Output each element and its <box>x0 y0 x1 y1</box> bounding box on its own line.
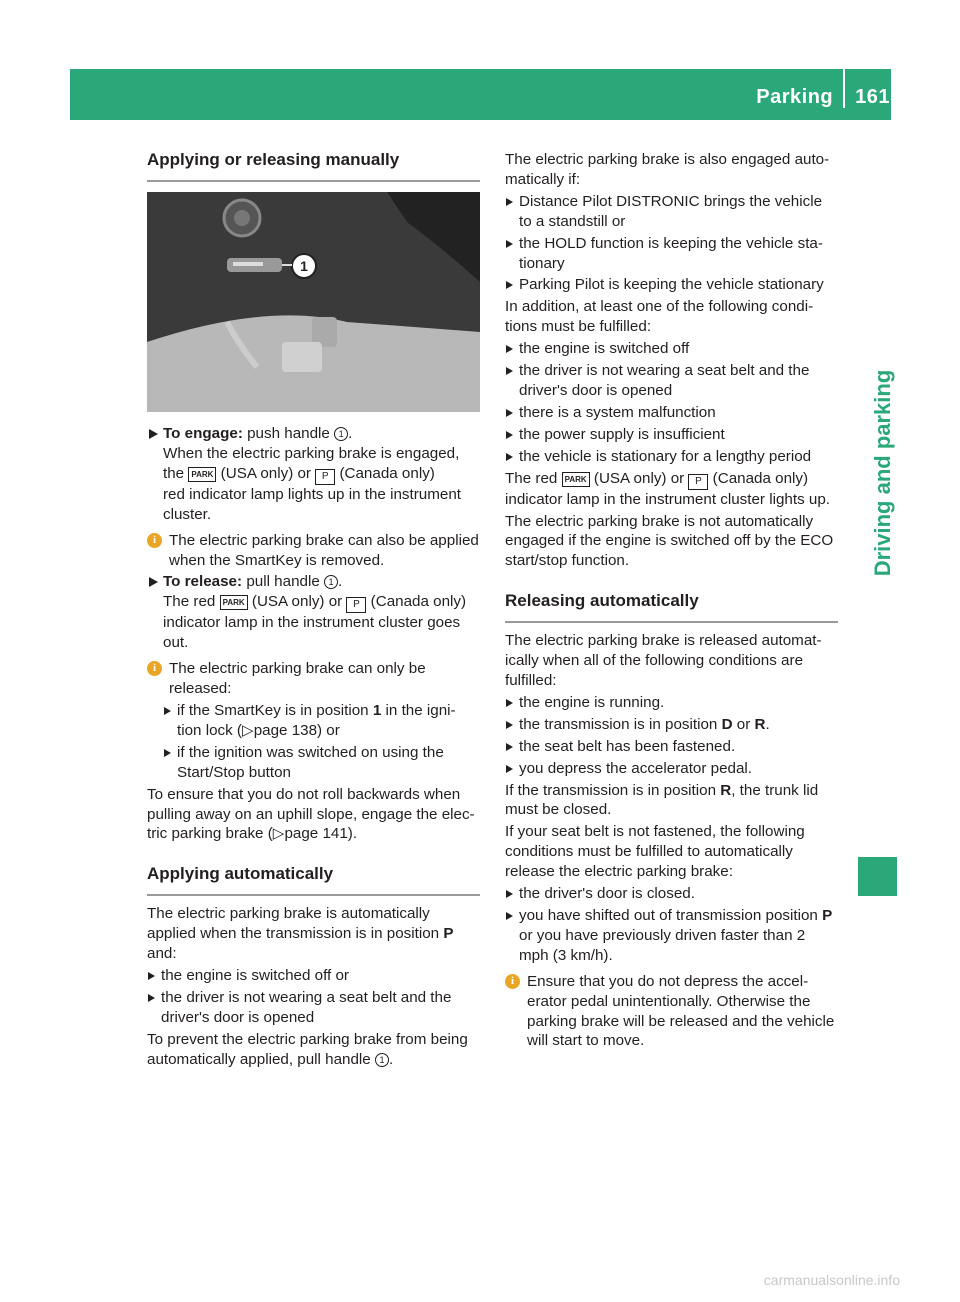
header-divider <box>843 58 845 108</box>
list-item: there is a system malfunction <box>505 403 838 423</box>
side-tab <box>858 250 898 740</box>
list-item: Parking Pilot is keeping the vehicle stationary <box>505 275 838 295</box>
prevent-paragraph: To prevent the electric parking brake from being automatically applied, pull handle 1 . <box>147 1030 468 1068</box>
info-note-release: i The electric parking brake can only be released: <box>147 659 480 699</box>
right-column <box>505 150 838 1053</box>
watermark: carmanualsonline.info <box>763 1272 900 1288</box>
step-engage: To engage: push handle 1 . When the electric parking brake is engaged, the PARK (USA only) or P (Canada only) red indicator lamp lights up in the instrument cluster. <box>147 424 480 525</box>
release-conditions-list <box>505 693 838 779</box>
list-item: the engine is switched off or <box>147 966 480 986</box>
list-item: the power supply is insufficient <box>505 425 838 445</box>
auto-also-list <box>505 192 838 296</box>
list-item: the driver is not wearing a seat belt and the driver's door is opened <box>505 361 838 401</box>
park-indicator-icon: PARK <box>220 595 248 610</box>
list-item: if the SmartKey is in position 1 in the igni-tion lock (▷page 138) or <box>163 701 480 741</box>
list-item: the vehicle is stationary for a lengthy period <box>505 447 838 467</box>
addition-list <box>505 339 838 466</box>
list-item: if the ignition was switched on using the Start/Stop button <box>163 743 480 783</box>
callout-number: 1 <box>300 258 308 274</box>
addition-paragraph: In addition, at least one of the following condi-tions must be fulfilled: <box>505 298 814 336</box>
header <box>756 86 890 109</box>
list-item: the engine is switched off <box>505 339 838 359</box>
auto-conditions-list <box>147 966 480 1028</box>
list-item: you have shifted out of transmission position P or you have previously driven faster than 2 mph (3 km/h). <box>505 906 838 966</box>
heading-applying-releasing-manually: Applying or releasing manually <box>147 150 480 182</box>
p-indicator-icon: P <box>315 469 335 485</box>
release-conditions-list <box>147 701 480 783</box>
list-item: the transmission is in position D or R. <box>505 715 838 735</box>
heading-applying-automatically: Applying automatically <box>147 864 480 896</box>
auto-intro: The electric parking brake is automatically applied when the transmission is in position P and: <box>147 905 454 963</box>
left-column <box>147 150 480 1072</box>
not-auto-paragraph: The electric parking brake is not automatically engaged if the engine is switched off by the ECO start/stop function. <box>505 512 834 570</box>
handle-callout-icon: 1 <box>375 1053 389 1067</box>
page-ref-link[interactable]: page 141). <box>284 825 358 843</box>
heading-releasing-automatically: Releasing automatically <box>505 591 838 623</box>
auto-also-paragraph: The electric parking brake is also engaged auto-matically if: <box>505 151 830 188</box>
image-code: P42.20-2683-31 <box>458 344 467 402</box>
handle-callout-icon: 1 <box>334 427 348 441</box>
info-icon: i <box>147 661 162 676</box>
handle-callout-icon: 1 <box>324 575 338 589</box>
page-number: 161 <box>855 86 890 108</box>
page-ref-link[interactable]: page 138) or <box>253 721 340 739</box>
step-release: To release: pull handle 1 . The red PARK (USA only) or P (Canada only) indicator lamp in the instrument cluster goes out. <box>147 572 480 653</box>
parking-brake-illustration <box>147 192 480 412</box>
p-indicator-icon: P <box>688 474 708 490</box>
seatbelt-conditions-list <box>505 884 838 966</box>
list-item: the driver's door is closed. <box>505 884 838 904</box>
p-indicator-icon: P <box>346 597 366 613</box>
release-intro: The electric parking brake is released automat-ically when all of the following conditions are fulfilled: <box>505 632 822 690</box>
section-title: Parking <box>756 86 834 108</box>
rollback-paragraph: To ensure that you do not roll backwards when pulling away on an uphill slope, engage the elec-tric parking brake (▷page 141). <box>147 785 475 843</box>
list-item: Distance Pilot DISTRONIC brings the vehicle to a standstill or <box>505 192 838 232</box>
list-item: the HOLD function is keeping the vehicle sta-tionary <box>505 234 838 274</box>
info-note-smartkey: i The electric parking brake can also be applied when the SmartKey is removed. <box>147 531 480 571</box>
info-icon: i <box>147 533 162 548</box>
parking-brake-photo <box>147 192 480 412</box>
red-lamp-paragraph: The red PARK (USA only) or P (Canada only) indicator lamp in the instrument cluster lights up. <box>505 469 830 508</box>
side-marker <box>858 857 897 896</box>
list-item: you depress the accelerator pedal. <box>505 759 838 779</box>
list-item: the driver is not wearing a seat belt and the driver's door is opened <box>147 988 480 1028</box>
park-indicator-icon: PARK <box>562 472 590 487</box>
trunk-paragraph: If the transmission is in position R, the trunk lid must be closed. <box>505 781 819 819</box>
seatbelt-paragraph: If your seat belt is not fastened, the following conditions must be fulfilled to automatically release the electric parking brake: <box>505 823 805 881</box>
info-note-accelerator: i Ensure that you do not depress the accel-erator pedal unintentionally. Otherwise the parking brake will be released and the vehicle will start to move. <box>505 972 838 1052</box>
info-icon: i <box>505 974 520 989</box>
park-indicator-icon: PARK <box>188 467 216 482</box>
side-tab-label: Driving and parking <box>870 369 895 577</box>
list-item: the engine is running. <box>505 693 838 713</box>
list-item: the seat belt has been fastened. <box>505 737 838 757</box>
